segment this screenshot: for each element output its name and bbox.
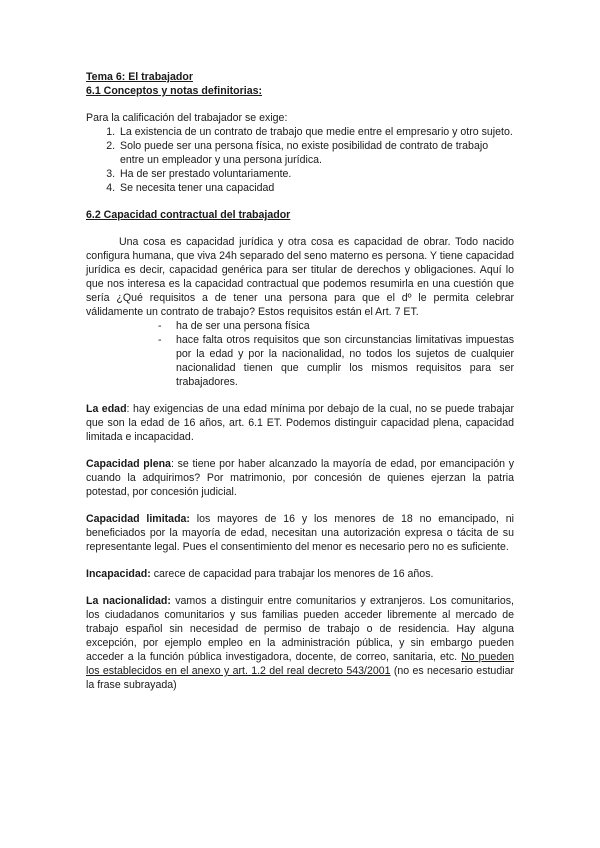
capacidad-plena-paragraph [86, 457, 514, 499]
capacidad-plena-label: Capacidad plena [86, 458, 171, 470]
capacidad-limitada-label: Capacidad limitada: [86, 513, 190, 525]
nacionalidad-paragraph [86, 594, 514, 692]
capacidad-limitada-paragraph [86, 512, 514, 554]
list-item: 2. Solo puede ser una persona física, no existe posibilidad de contrato de trabajo entre un empleador y una persona jurídica. [118, 139, 514, 167]
document-title: Tema 6: El trabajador [86, 71, 193, 83]
incapacidad-paragraph [86, 567, 514, 581]
nacionalidad-text: vamos a distinguir entre comunitarios y extranjeros. Los comunitarios, los ciudadanos comunitarios y sus familias pueden acceder libremente al mercado de trabajo español sin necesidad de permiso de trabajo o de residencia. Hay alguna excepción, por ejemplo empleo en la administración pública, y sin embargo pueden acceder a la función pública investigadora, docente, de correo, sanitaria, etc. [86, 595, 514, 663]
list-item: 1. La existencia de un contrato de trabajo que medie entre el empresario y otro sujeto. [118, 125, 514, 139]
requirements-list [86, 125, 514, 195]
capacidad-plena-text: : se tiene por haber alcanzado la mayoría de edad, por emancipación y cuando la adquirimos? Por matrimonio, por concesión de quienes ejerzan la patria potestad, por concesión judicial. [86, 458, 514, 498]
edad-text: : hay exigencias de una edad mínima por debajo de la cual, no se puede trabajar que son la edad de 16 años, art. 6.1 ET. Podemos distinguir capacidad plena, capacidad limitada e incapacidad. [86, 403, 514, 443]
edad-label: La edad [86, 403, 127, 415]
list-item: - hace falta otros requisitos que son circunstancias limitativas impuestas por la edad y por la nacionalidad, no todos los sujetos de cualquier nacionalidad tienen que cumplir los mismos requisitos para ser trabajadores. [158, 333, 514, 389]
nacionalidad-label: La nacionalidad: [86, 595, 171, 607]
section-1-intro: Para la calificación del trabajador se exige: [86, 112, 288, 124]
nacionalidad-underlined-text: No pueden los establecidos en el anexo y art. 1.2 del real decreto 543/2001 [86, 651, 514, 677]
list-item: 4. Se necesita tener una capacidad [118, 181, 514, 195]
document-body [86, 70, 514, 692]
incapacidad-label: Incapacidad: [86, 568, 151, 580]
section-2-heading: 6.2 Capacidad contractual del trabajador [86, 209, 291, 221]
nacionalidad-tail: (no es necesario estudiar la frase subrayada) [86, 665, 514, 691]
requirements-dash-list [86, 319, 514, 389]
list-item: 3. Ha de ser prestado voluntariamente. [118, 167, 514, 181]
section-2-intro: Una cosa es capacidad jurídica y otra cosa es capacidad de obrar. Todo nacido configura humana, que viva 24h separado del seno materno es persona. Y tiene capacidad jurídica es decir, capacidad genérica para ser titular de derechos y obligaciones. Aquí lo que nos interesa es la capacidad contractual que podemos resumirla en una cuestión que sería ¿Qué requisitos a de tener una persona para que el dº le permita celebrar válidamente un contrato de trabajo? Estos requisitos están el Art. 7 ET. [86, 236, 514, 318]
incapacidad-text: carece de capacidad para trabajar los menores de 16 años. [150, 568, 434, 580]
list-item: - ha de ser una persona física [158, 319, 514, 333]
capacidad-limitada-text: los mayores de 16 y los menores de 18 no emancipado, ni beneficiados por la mayoría de edad, necesitan una autorización expresa o tácita de su representante legal. Pues el consentimiento del menor es necesario pero no es suficiente. [86, 513, 514, 553]
section-1-heading: 6.1 Conceptos y notas definitorias: [86, 85, 263, 97]
edad-paragraph [86, 402, 514, 444]
